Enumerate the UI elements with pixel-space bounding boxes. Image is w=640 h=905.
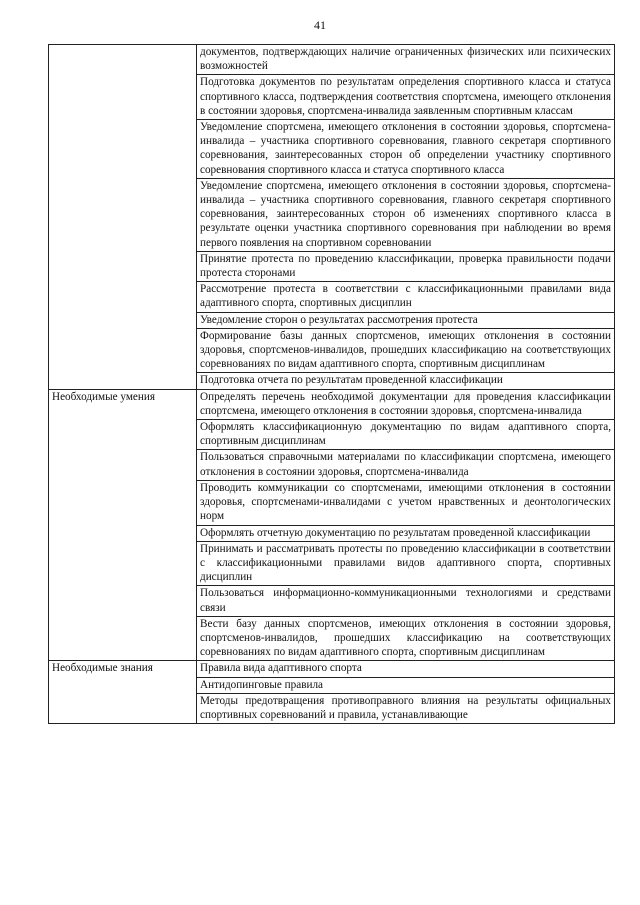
table-cell-item: Принятие протеста по проведению классификации, проверка правильности подачи протеста сторонами xyxy=(197,251,615,281)
table-cell-item: Уведомление спортсмена, имеющего отклонения в состоянии здоровья, спортсмена-инвалида – участника спортивного соревнования, главного секретаря спортивного соревнования, заинтересованных сторон об изменениях спортивного класса в результате оценки участника спортивного соревнования при наблюдении во время первого появления на спортивном соревновании xyxy=(197,178,615,251)
table-cell-item: документов, подтверждающих наличие ограниченных физических или психических возможностей xyxy=(197,45,615,75)
table-cell-item: Правила вида адаптивного спорта xyxy=(197,661,615,677)
page-number: 41 xyxy=(314,18,326,32)
table-cell-item: Подготовка документов по результатам определения спортивного класса и статуса спортивного класса, подтверждения соответствия спортсмена, имеющего отклонения в состоянии здоровья, спортсмена-инвалида заявленным спортивным классам xyxy=(197,75,615,120)
table-cell-item: Пользоваться информационно-коммуникационными технологиями и средствами связи xyxy=(197,586,615,616)
table-cell-item: Оформлять отчетную документацию по результатам проведенной классификации xyxy=(197,525,615,541)
table-cell-item: Вести базу данных спортсменов, имеющих отклонения в состоянии здоровья, спортсменов-инвалидов, прошедших классификацию на соответствующих соревнованиях по видам адаптивного спорта, спортивным дисциплинам xyxy=(197,616,615,661)
table-cell-item: Пользоваться справочными материалами по классификации спортсмена, имеющего отклонения в состоянии здоровья, спортсмена-инвалида xyxy=(197,450,615,480)
table-cell-item: Подготовка отчета по результатам проведенной классификации xyxy=(197,373,615,389)
table-cell-item: Оформлять классификационную документацию по видам адаптивного спорта, спортивным дисциплинам xyxy=(197,420,615,450)
table-cell-item: Антидопинговые правила xyxy=(197,677,615,693)
table-cell-item: Уведомление спортсмена, имеющего отклонения в состоянии здоровья, спортсмена-инвалида – участника спортивного соревнования, главного секретаря спортивного соревнования, заинтересованных сторон об определении участнику спортивного соревнования спортивного класса и статуса спортивного класса xyxy=(197,120,615,179)
table-cell-item: Рассмотрение протеста в соответствии с классификационными правилами вида адаптивного спорта, спортивных дисциплин xyxy=(197,282,615,312)
requirements-table xyxy=(48,44,615,724)
section-label xyxy=(49,45,197,390)
table-cell-item: Уведомление сторон о результатах рассмотрения протеста xyxy=(197,312,615,328)
table-cell-item: Формирование базы данных спортсменов, имеющих отклонения в состоянии здоровья, спортсменов-инвалидов, прошедших классификацию на соответствующих соревнованиях по видам адаптивного спорта, спортивным дисциплинам xyxy=(197,328,615,373)
table-cell-item: Проводить коммуникации со спортсменами, имеющими отклонения в состоянии здоровья, спортсменами-инвалидами с учетом нравственных и деонтологических норм xyxy=(197,480,615,525)
section-label: Необходимые умения xyxy=(49,389,197,661)
table-cell-item: Определять перечень необходимой документации для проведения классификации спортсмена, имеющего отклонения в состоянии здоровья, спортсмена-инвалида xyxy=(197,389,615,419)
table-cell-item: Методы предотвращения противоправного влияния на результаты официальных спортивных соревнований и правила, устанавливающие xyxy=(197,693,615,723)
table-row xyxy=(49,661,615,677)
section-label: Необходимые знания xyxy=(49,661,197,724)
table-row xyxy=(49,389,615,419)
table-cell-item: Принимать и рассматривать протесты по проведению классификации в соответствии с классификационными правилами видов адаптивного спорта, спортивных дисциплин xyxy=(197,541,615,586)
table-row xyxy=(49,45,615,75)
